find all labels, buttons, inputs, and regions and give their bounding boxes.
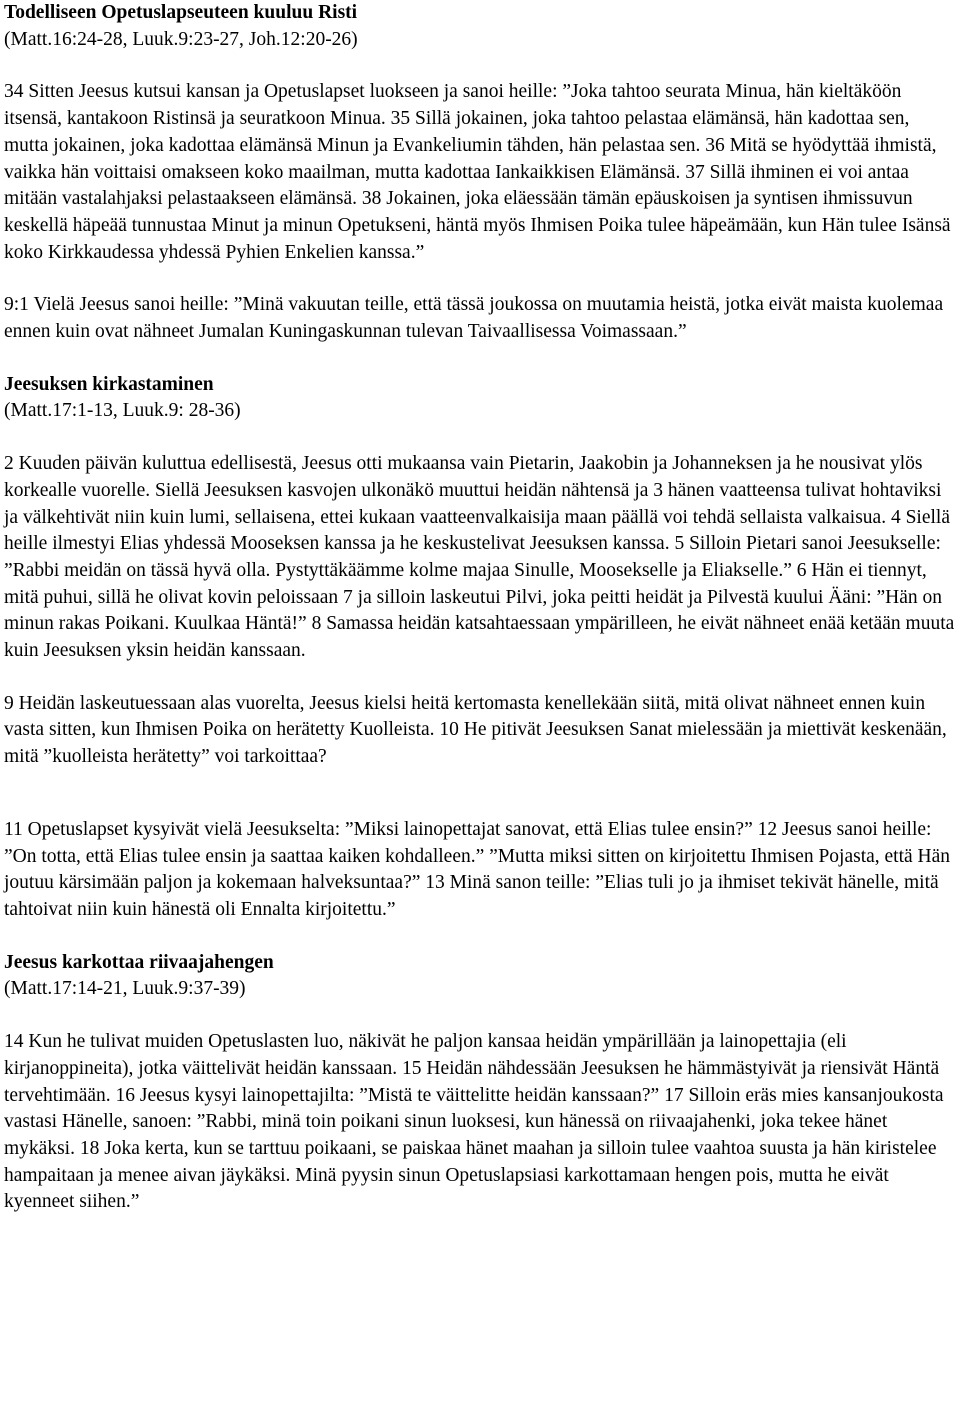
paragraph: 2 Kuuden päivän kuluttua edellisestä, Jeesus otti mukaansa vain Pietarin, Jaakobin ja Johanneksen ja he nousivat ylös korkealle vuorelle. Siellä Jeesuksen kasvojen ulkonäkö muuttui heidän nähtensä ja 3 hänen vaatteensa tulivat hohtaviksi ja välkehtivät niin kuin lumi, sellaisena, ettei kukaan vaatteenvalkaisija maan päällä voi tehdä sellaista valkaisua. 4 Siellä heille ilmestyi Elias yhdessä Mooseksen kanssa ja he keskustelivat Jeesuksen kanssa. 5 Silloin Pietari sanoi Jeesukselle: ”Rabbi meidän on tässä hyvä olla. Pystyttäkäämme kolme majaa Sinulle, Moosekselle ja Eliakselle.” 6 Hän ei tiennyt, mitä puhui, sillä he olivat kovin peloissaan 7 ja silloin laskeutui Pilvi, joka peitti heidät ja Pilvestä kuului Ääni: ”Hän on minun rakas Poikani. Kuulkaa Häntä!” 8 Samassa heidän katsahtaessaan ympärilleen, he eivät nähneet enää ketään muuta kuin Jeesuksen yksin heidän kanssaan. — [4, 453, 955, 662]
spacer — [4, 1003, 956, 1029]
spacer — [4, 771, 956, 817]
spacer — [4, 425, 956, 451]
paragraph: 9 Heidän laskeutuessaan alas vuorelta, Jeesus kielsi heitä kertomasta kenellekään siitä, mitä olivat nähneet ennen kuin vasta sitten, kun Ihmisen Poika on herätetty Kuolleista. 10 He pitivät Jeesuksen Sanat mielessään ja miettivät keskenään, mitä ”kuolleista herätetty” voi tarkoittaa? — [4, 692, 947, 768]
document-page — [4, 0, 956, 1216]
section-heading — [4, 0, 956, 53]
section-reference: (Matt.17:1-13, Luuk.9: 28-36) — [4, 400, 241, 422]
section-reference: (Matt.17:14-21, Luuk.9:37-39) — [4, 978, 246, 1000]
spacer — [4, 924, 956, 950]
spacer — [4, 665, 956, 691]
spacer — [4, 266, 956, 292]
section-title: Todelliseen Opetuslapseuteen kuuluu Risti — [4, 2, 358, 23]
section-heading — [4, 372, 956, 425]
spacer — [4, 53, 956, 79]
paragraph: 11 Opetuslapset kysyivät vielä Jeesukselta: ”Miksi lainopettajat sanovat, että Elias tulee ensin?” 12 Jeesus sanoi heille: ”On totta, että Elias tulee ensin ja saattaa kaiken kohdalleen.” ”Mutta miksi sitten on kirjoitettu Ihmisen Pojasta, että Hän joutuu kärsimään paljon ja kokemaan halveksuntaa?” 13 Minä sanon teille: ”Elias tuli jo ja ihmiset tekivät hänelle, mitä tahtoivat niin kuin hänestä oli Ennalta kirjoitettu.” — [4, 818, 951, 920]
paragraph: 9:1 Vielä Jeesus sanoi heille: ”Minä vakuutan teille, että tässä joukossa on muutamia heistä, jotka eivät maista kuolemaa ennen kuin ovat nähneet Jumalan Kuningaskunnan tulevan Taivaallisessa Voimassaan.” — [4, 294, 944, 343]
spacer — [4, 346, 956, 372]
paragraph: 14 Kun he tulivat muiden Opetuslasten luo, näkivät he paljon kansaa heidän ympärillään ja lainopettajia (eli kirjanoppineita), jotka väittelivät heidän kanssaan. 15 Heidän nähdessään Jeesuksen he hämmästyivät ja riensivät Häntä tervehtimään. 16 Jeesus kysyi lainopettajilta: ”Mistä te väittelitte heidän kanssaan?” 17 Silloin eräs mies kansanjoukosta vastasi Hänelle, sanoen: ”Rabbi, minä toin poikani sinun luoksesi, kun hänessä on riivaajahenki, joka tekee hänet mykäksi. 18 Joka kerta, kun se tarttuu poikaani, se paiskaa hänet maahan ja silloin tulee vaahtoa suusta ja hän kiristelee hampaitaan ja menee aivan jäykäksi. Minä pyysin sinun Opetuslapsiasi karkottamaan hengen pois, mutta he eivät kyenneet siihen.” — [4, 1031, 944, 1213]
paragraph: 34 Sitten Jeesus kutsui kansan ja Opetuslapset luokseen ja sanoi heille: ”Joka tahtoo seurata Minua, hän kieltäköön itsensä, kantakoon Ristinsä ja seuratkoon Minua. 35 Sillä jokainen, joka tahtoo pelastaa elämänsä, hän kadottaa sen, mutta jokainen, joka kadottaa elämänsä Minun ja Evankeliumin tähden, hän pelastaa sen. 36 Mitä se hyödyttää ihmistä, vaikka hän voittaisi omakseen koko maailman, mutta kadottaa Iankaikkisen Elämänsä. 37 Sillä ihminen ei voi antaa mitään vastalahjaksi pelastaakseen elämänsä. 38 Jokainen, joka eläessään tämän epäuskoisen ja syntisen ihmissuvun keskellä häpeää tunnustaa Minut ja minun Opetukseni, häntä myös Ihmisen Poika tulee häpeämään, kun Hän tulee Isänsä koko Kirkkaudessa yhdessä Pyhien Enkelien kanssa.” — [4, 81, 951, 263]
section-reference: (Matt.16:24-28, Luuk.9:23-27, Joh.12:20-26) — [4, 28, 358, 50]
section-title: Jeesuksen kirkastaminen — [4, 373, 214, 395]
section-heading — [4, 950, 956, 1003]
section-title: Jeesus karkottaa riivaajahengen — [4, 951, 274, 973]
